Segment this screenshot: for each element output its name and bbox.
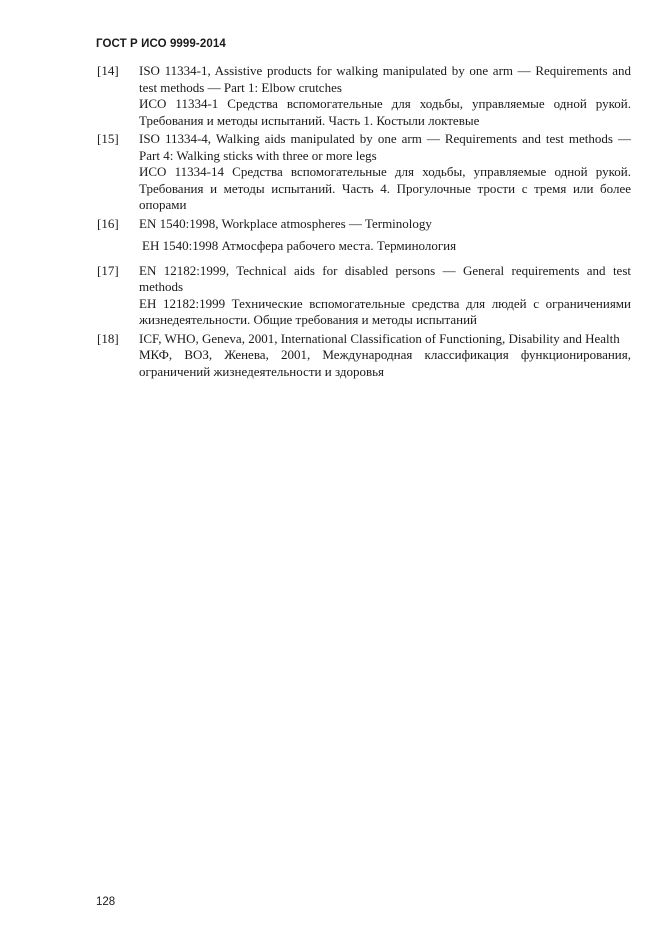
reference-body (139, 331, 631, 381)
reference-text-ru: ИСО 11334-1 Средства вспомогательные для ходьбы, управляемые одной рукой. Требования и методы испытаний. Часть 1. Костыли локтевые (139, 96, 631, 128)
reference-number: [15] (97, 131, 119, 146)
reference-text-en: ISO 11334-4, Walking aids manipulated by one arm — Requirements and test methods — Part 4: Walking sticks with three or more legs (139, 131, 631, 163)
reference-item (97, 331, 631, 381)
reference-body (139, 263, 631, 329)
reference-number: [17] (97, 262, 119, 278)
reference-text-ru: МКФ, ВОЗ, Женева, 2001, Международная классификация функционирования, ограничений жизнедеятельности и здоровья (139, 347, 631, 379)
reference-number: [16] (97, 215, 119, 231)
reference-item (97, 216, 631, 261)
reference-number: [18] (97, 330, 119, 346)
reference-item (97, 131, 631, 214)
reference-body (139, 216, 631, 261)
bibliography-list (97, 63, 631, 382)
page-number: 128 (96, 896, 116, 908)
reference-text-en: ISO 11334-1, Assistive products for walking manipulated by one arm — Requirements and test methods — Part 1: Elbow crutches (139, 63, 631, 95)
reference-item (97, 63, 631, 129)
reference-text-en: EN 12182:1999, Technical aids for disabled persons — General requirements and test methods (139, 262, 631, 294)
reference-text-ru: ЕН 12182:1999 Технические вспомогательные средства для людей с ограничениями жизнедеятельности. Общие требования и методы испытаний (139, 295, 631, 327)
reference-text-ru: ИСО 11334-14 Средства вспомогательные для ходьбы, управляемые одной рукой. Требования и методы испытаний. Часть 4. Прогулочные трости с тремя или более опорами (139, 164, 631, 212)
reference-item (97, 263, 631, 329)
reference-body (139, 63, 631, 129)
reference-body (139, 131, 631, 214)
document-header: ГОСТ Р ИСО 9999-2014 (96, 38, 226, 50)
reference-text-en: ICF, WHO, Geneva, 2001, International Classification of Functioning, Disability and Health (139, 330, 620, 346)
reference-number: [14] (97, 63, 119, 78)
reference-text-en: EN 1540:1998, Workplace atmospheres — Terminology (139, 215, 432, 231)
reference-text-ru: ЕН 1540:1998 Атмосфера рабочего места. Терминология (142, 238, 457, 253)
